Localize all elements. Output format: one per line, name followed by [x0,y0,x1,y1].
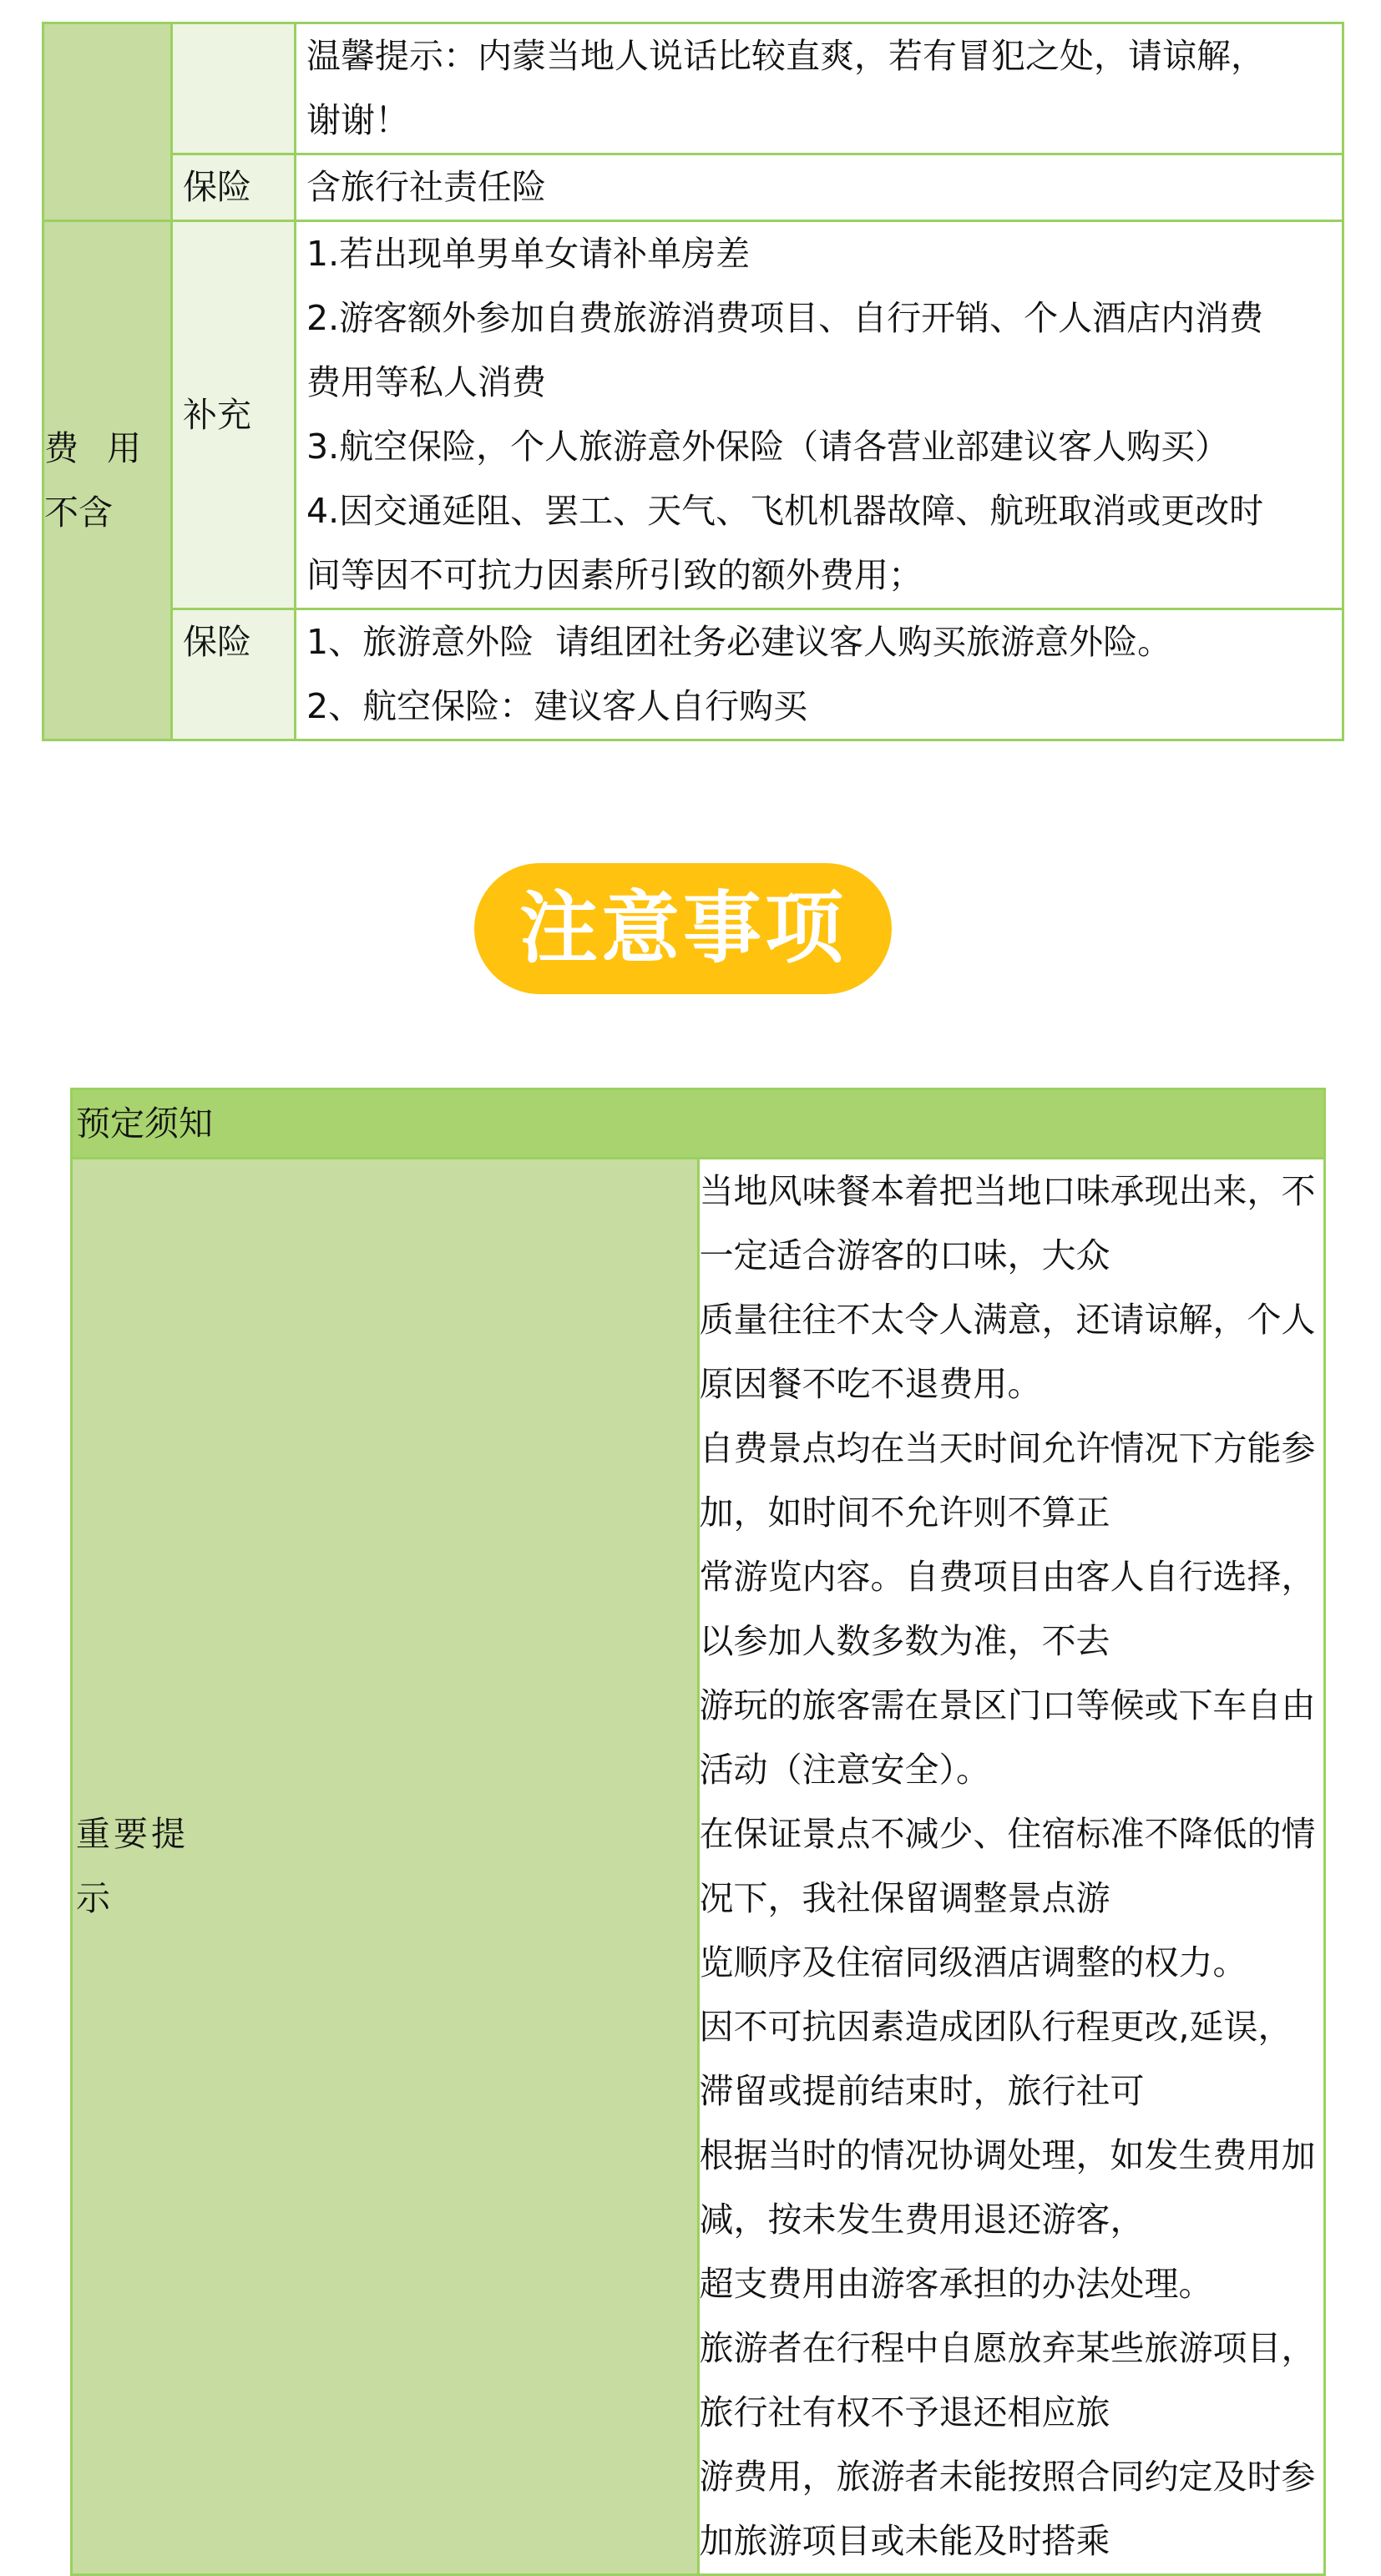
category-label-line2: 不含 [44,492,113,533]
notice-left-line1: 重要提 [76,1814,189,1854]
table-row [43,154,1343,221]
detail-line: 2.游客额外参加自费旅游消费项目、自行开销、个人酒店内消费 [306,298,1264,338]
detail-line: 含旅行社责任险 [306,167,546,207]
notice-line: 自费景点均在当天时间允许情况下方能参加，如时间不允许则不算正 [699,1428,1316,1533]
category-cell-excluded [43,221,172,740]
section-banner: 注意事项 [474,863,892,994]
detail-line: 4.因交通延阻、罢工、天气、飞机机器故障、航班取消或更改时 [306,491,1264,531]
detail-line: 间等因不可抗力因素所引致的额外费用； [306,555,923,595]
table-row [43,609,1343,740]
notice-detail-cell [698,1159,1325,2575]
notice-line: 根据当时的情况协调处理，如发生费用加减，按未发生费用退还游客， [699,2135,1316,2240]
detail-cell [296,609,1343,740]
item-cell-empty [172,23,296,154]
table-row [43,23,1343,154]
table-row [72,1159,1325,2575]
notice-line: 旅游者在行程中自愿放弃某些旅游项目，旅行社有权不予退还相应旅 [699,2328,1316,2432]
notice-left-cell [72,1159,699,2575]
item-cell-insurance: 保险 [172,154,296,221]
detail-line: 费用等私人消费 [306,362,546,402]
table-row [72,1089,1325,1159]
item-cell-supplement: 补充 [172,221,296,609]
detail-cell [296,23,1343,154]
notice-line: 超支费用由游客承担的办法处理。 [699,2264,1213,2304]
notice-line: 游玩的旅客需在景区门口等候或下车自由活动（注意安全）。 [699,1685,1316,1790]
detail-line: 1、旅游意外险 请组团社务必建议客人购买旅游意外险。 [306,622,1172,662]
item-cell-insurance: 保险 [172,609,296,740]
notice-line: 质量往往不太令人满意，还请谅解，个人原因餐不吃不退费用。 [699,1300,1316,1404]
category-label-line1: 费用 [44,427,169,468]
detail-line: 谢谢！ [306,100,409,140]
notice-header: 预定须知 [72,1089,1325,1159]
detail-line: 3.航空保险，个人旅游意外保险（请各营业部建议客人购买） [306,427,1230,467]
table-row [43,221,1343,609]
detail-line: 1.若出现单男单女请补单房差 [306,234,751,274]
detail-cell [296,221,1343,609]
notice-line: 在保证景点不减少、住宿标准不降低的情况下，我社保留调整景点游 [699,1814,1316,1918]
notice-line: 当地风味餐本着把当地口味承现出来，不一定适合游客的口味，大众 [699,1171,1316,1275]
notice-left-line2: 示 [76,1878,110,1918]
detail-cell [296,154,1343,221]
notice-line: 因不可抗因素造成团队行程更改,延误，滞留或提前结束时，旅行社可 [699,2007,1292,2111]
notice-line: 常游览内容。自费项目由客人自行选择，以参加人数多数为准，不去 [699,1557,1316,1661]
notice-table [70,1088,1326,2576]
detail-line: 温馨提示：内蒙当地人说话比较直爽，若有冒犯之处，请谅解， [306,36,1265,76]
notice-line: 游费用，旅游者未能按照合同约定及时参加旅游项目或未能及时搭乘 [699,2457,1316,2561]
category-cell-empty [43,23,172,221]
detail-line: 2、航空保险：建议客人自行购买 [306,686,808,726]
notice-line: 览顺序及住宿同级酒店调整的权力。 [699,1942,1247,1983]
fee-table [42,22,1344,741]
